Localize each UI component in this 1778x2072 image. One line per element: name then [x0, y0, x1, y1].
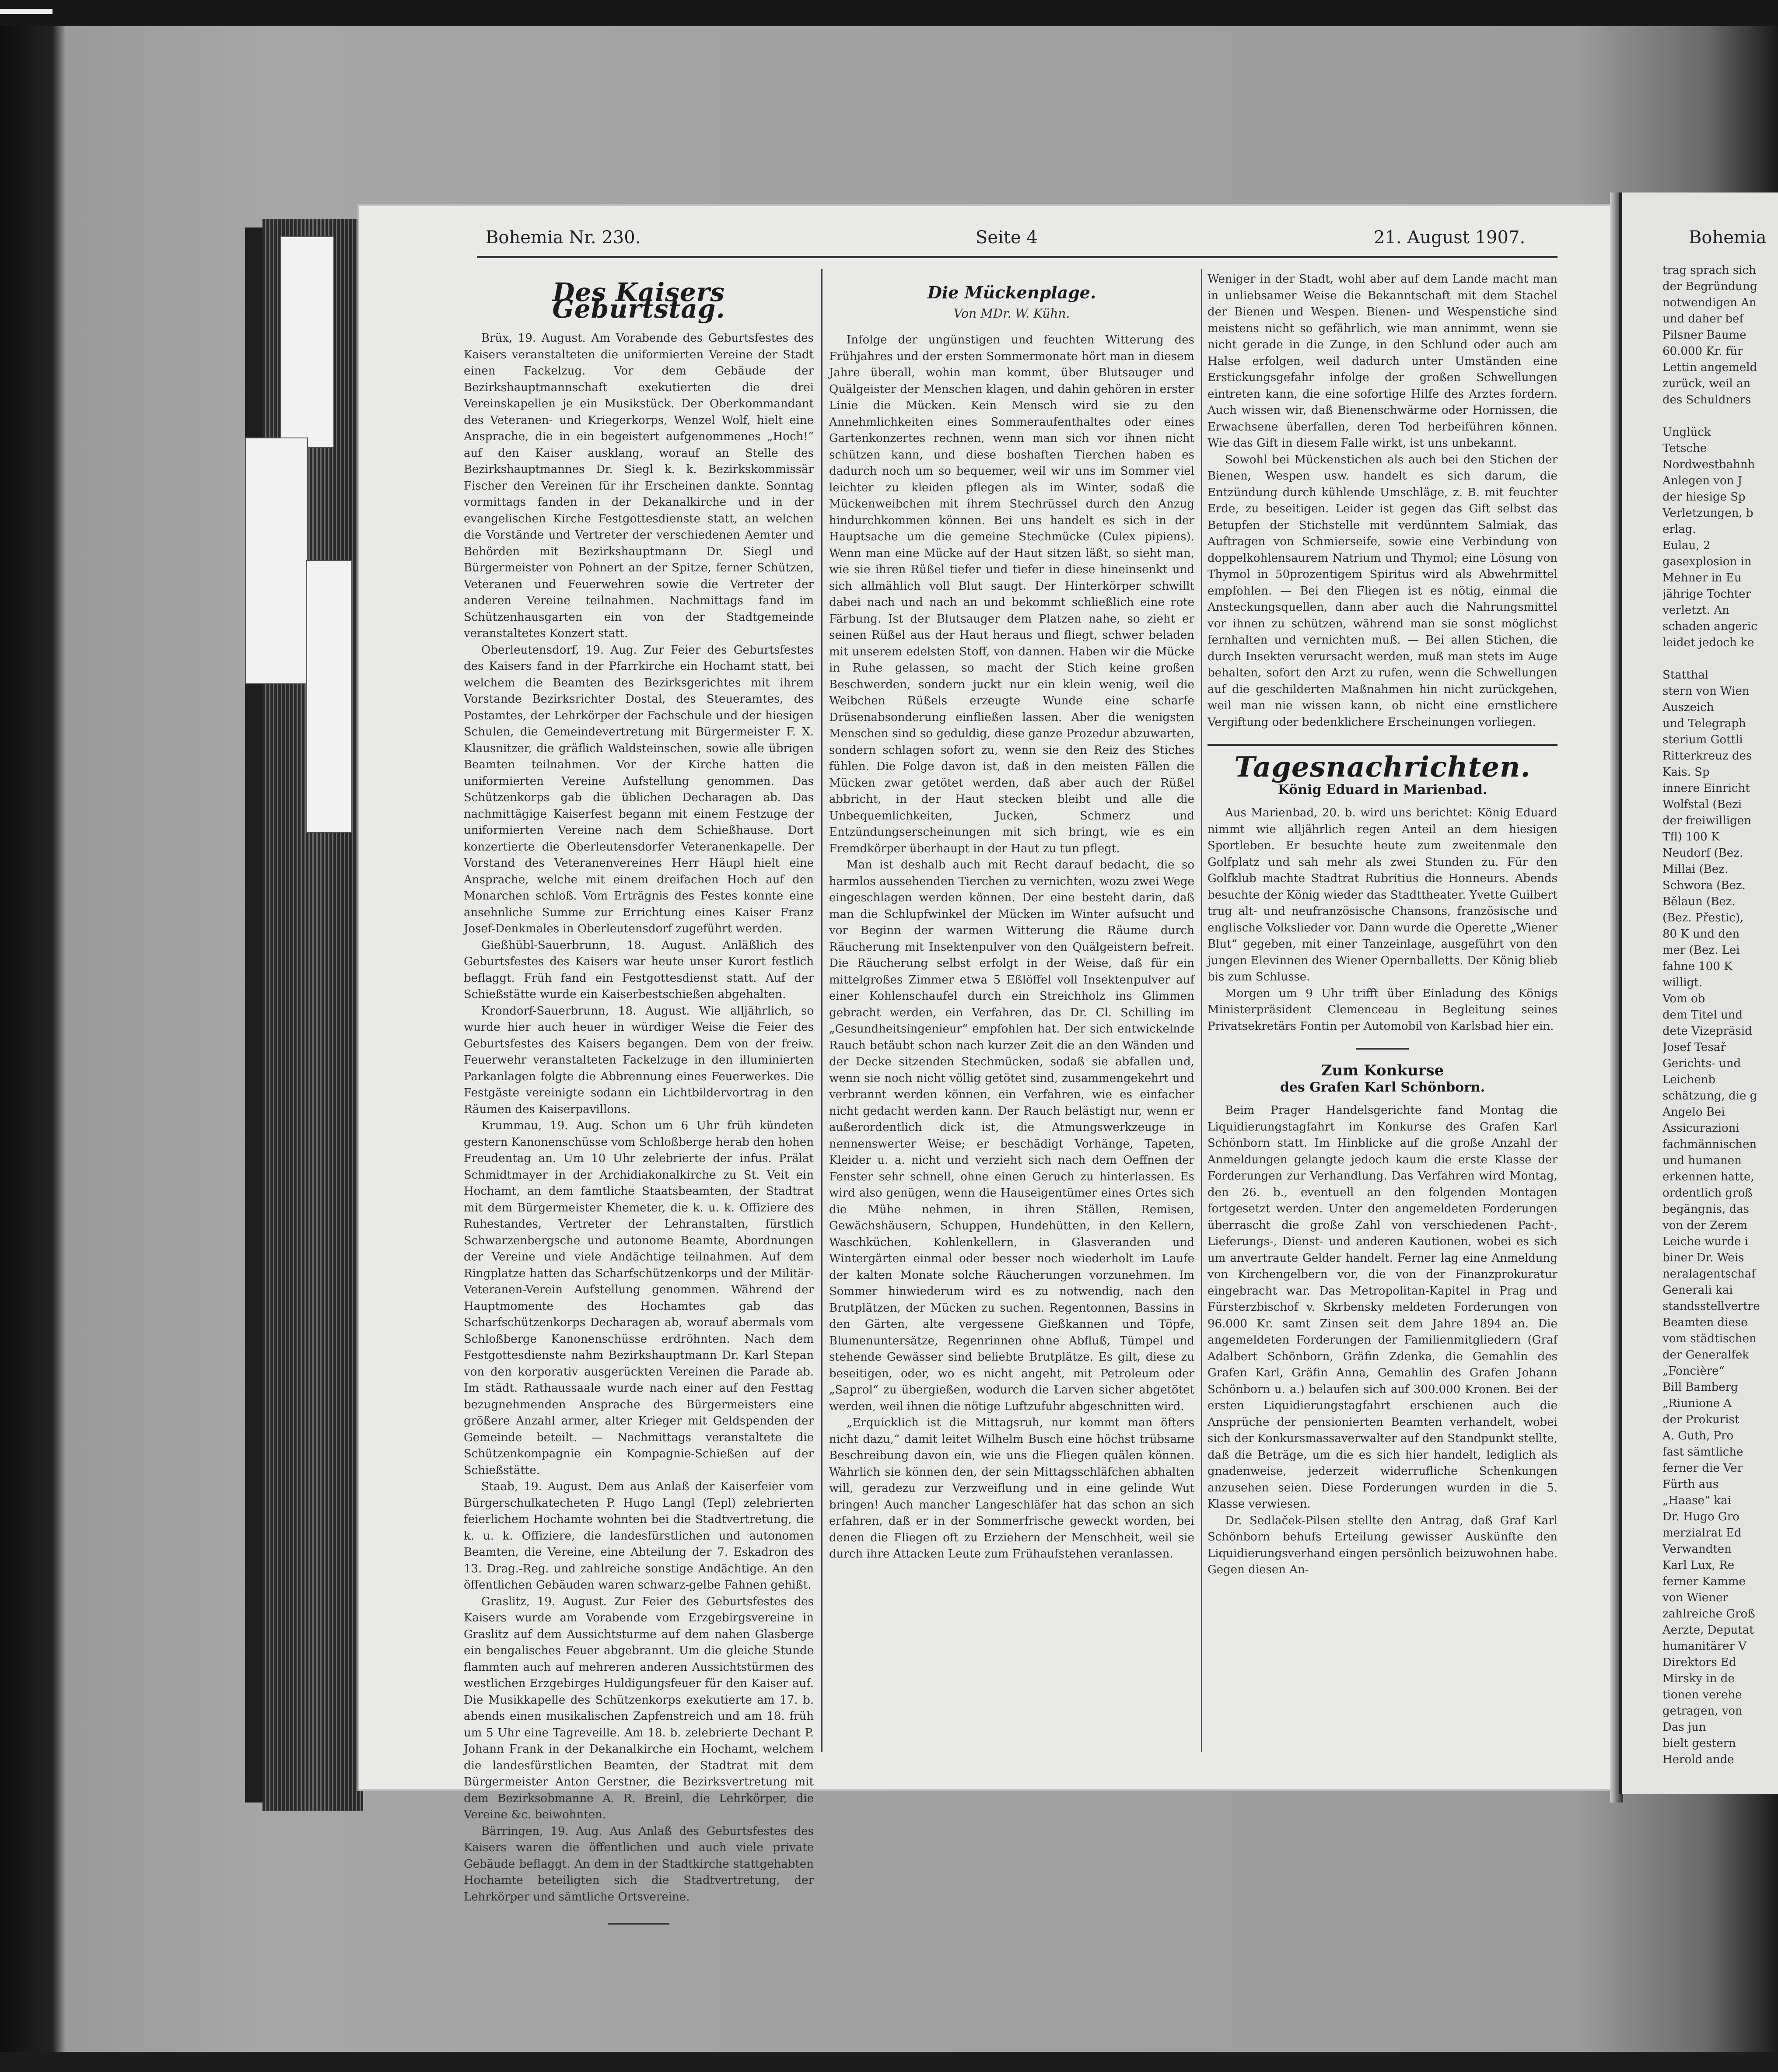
next-page-line: erkennen hatte,: [1662, 1170, 1754, 1183]
article-paragraph: Dr. Sedlaček-Pilsen stellte den Antrag, daß Graf Karl Schönborn behufs Erteilung gewisser Auskünfte den Liquidierungsverhand eingen persönlich beizuwohnen habe. Gegen diesen An-: [1208, 1514, 1558, 1576]
next-page-line: „Foncière“: [1662, 1365, 1725, 1378]
next-page-line: der Generalfek: [1662, 1348, 1750, 1362]
next-page-line: der freiwilligen: [1662, 814, 1751, 827]
next-page-line: der Prokurist: [1662, 1413, 1740, 1426]
next-page-line: [1662, 408, 1778, 424]
next-page-line: dem Titel und: [1662, 1008, 1743, 1022]
column-mueckenplage: [829, 284, 1194, 1563]
news-title: König Eduard in Marienbad.: [1278, 782, 1488, 798]
next-page-line: leidet jedoch ke: [1662, 636, 1754, 649]
next-page-line: merzialrat Ed: [1662, 1526, 1742, 1540]
next-page-line: mer (Bez. Lei: [1662, 944, 1740, 957]
next-page-line: und Telegraph: [1662, 717, 1746, 730]
next-page-line: humanitärer V: [1662, 1640, 1746, 1653]
next-page-line: Dr. Hugo Gro: [1662, 1510, 1740, 1523]
next-page-line: vom städtischen: [1662, 1332, 1757, 1345]
next-page-line: Direktors Ed: [1662, 1656, 1736, 1669]
next-page-line: Anlegen von J: [1662, 474, 1743, 487]
next-page-line: Bill Bamberg: [1662, 1381, 1738, 1394]
next-page-line: sterium Gottli: [1662, 733, 1743, 746]
article-paragraph: Staab, 19. August. Dem aus Anlaß der Kaiserfeier vom Bürgerschulkatecheten P. Hugo Langl (Tepl) zelebrierten feierlichem Hochamte wohnten bei die Stadtvertretung, die k. u. k. Offiziere, die landesfürstlichen und autonomen Beamten, die Vereine, eine Abteilung der 7. Eskadron des 13. Drag.-Reg. und zahlreiche sonstige Andächtige. An den öffentlichen Gebäuden waren schwarz-gelbe Fahnen gehißt.: [464, 1480, 814, 1592]
film-marker: [0, 9, 52, 14]
article-paragraph: „Erquicklich ist die Mittagsruh, nur kommt man öfters nicht dazu,“ damit leitet Wilhelm Busch eine höchst trübsame Beschreibung davon ein, wie uns die Fliegen quälen können. Wahrlich sie können den, der sein Mittagsschläfchen abhalten will, geradezu zur Verzweiflung und in eine gelinde Wut bringen! Auch mancher Langeschläfer hat das schon an sich erfahren, daß er in der Sommerfrische geweckt worden, bei denen die Fliegen oft zu Erziehern der Menschheit, weil sie durch ihre Attacken Leute zum Frühaufstehen veranlassen.: [829, 1416, 1194, 1561]
next-page-line: tionen verehe: [1662, 1688, 1742, 1701]
next-page-line: getragen, von: [1662, 1704, 1743, 1718]
next-page-line: verletzt. An: [1662, 604, 1729, 617]
next-page-line: Fürth aus: [1662, 1478, 1719, 1491]
next-page-line: 80 K und den: [1662, 928, 1740, 941]
next-page-line: willigt.: [1662, 976, 1702, 989]
next-page-line: Ritterkreuz des: [1662, 749, 1752, 763]
next-page-line: gasexplosion in: [1662, 555, 1752, 568]
article-paragraph: Weniger in der Stadt, wohl aber auf dem Lande macht man in unliebsamer Weise die Bekanntschaft mit dem Stachel der Bienen und Wespen. Bienen- und Wespenstiche sind meistens nicht so gefährlich, wie man annimmt, wenn sie nicht gerade in die Zunge, in den Schlund oder auch am Halse erfolgen, weil dadurch unter Umständen eine Erstickungsgefahr infolge der großen Schwellungen eintreten kann, die eine sofortige Hilfe des Arztes fordern. Auch wissen wir, daß Bienenschwärme oder Hornissen, die Erwachsene überfallen, deren Tod herbeiführen können. Wie das Gift in diesem Falle wirkt, ist uns unbekannt.: [1208, 273, 1558, 450]
next-page-line: dete Vizepräsid: [1662, 1025, 1752, 1038]
article-paragraph: Morgen um 9 Uhr trifft über Einladung des Königs Ministerpräsident Clemenceau in Begleitung seines Privatsekretärs Fontin per Automobil von Karlsbad hier ein.: [1208, 987, 1558, 1033]
separator: [1356, 1048, 1409, 1050]
end-rule: [608, 1923, 669, 1925]
film-border-bottom: [0, 2052, 1778, 2072]
header-paper-number: Bohemia Nr. 230.: [486, 228, 641, 248]
next-page-line: Eulau, 2: [1662, 539, 1711, 552]
bookmark-tab: [306, 560, 352, 833]
next-page-line: Beamten diese: [1662, 1316, 1748, 1329]
next-page-line: Schwora (Bez.: [1662, 879, 1746, 892]
next-page-line: Statthal: [1662, 668, 1709, 682]
next-page-line: ferner die Ver: [1662, 1462, 1743, 1475]
next-page-line: bielt gestern: [1662, 1737, 1736, 1750]
next-page-line: Unglück: [1662, 426, 1711, 439]
next-page-line: Das jun: [1662, 1721, 1706, 1734]
next-page-line: 60.000 Kr. für: [1662, 345, 1743, 358]
next-page-line: (Bez. Přestic),: [1662, 911, 1744, 924]
article-paragraph: Gießhübl-Sauerbrunn, 18. August. Anläßlich des Geburtsfestes des Kaisers war heute unser Kurort festlich beflaggt. Früh fand ein Festgottesdienst statt. Auf der Schießstätte wurde ein Kaiserbestschießen abgehalten.: [464, 938, 814, 1001]
next-page-line: zahlreiche Groß: [1662, 1607, 1755, 1620]
next-page-line: Millai (Bez.: [1662, 863, 1729, 876]
next-page-line: fast sämtliche: [1662, 1446, 1743, 1459]
next-page-line: biner Dr. Weis: [1662, 1251, 1744, 1264]
next-page-line: schätzung, die g: [1662, 1089, 1757, 1102]
next-page-text: [1662, 262, 1778, 1768]
next-page-line: A. Guth, Pro: [1662, 1429, 1734, 1442]
next-page-line: zurück, weil an: [1662, 377, 1751, 390]
next-page-line: Herold ande: [1662, 1753, 1734, 1766]
next-page-line: „Riunione A: [1662, 1397, 1732, 1410]
next-page-line: fachmännischen: [1662, 1138, 1757, 1151]
next-page-line: Gerichts- und: [1662, 1057, 1741, 1070]
next-page-line: der Begründung: [1662, 280, 1757, 293]
next-page-line: Mirsky in de: [1662, 1672, 1735, 1685]
next-page-line: trag sprach sich: [1662, 264, 1756, 277]
article-paragraph: Krondorf-Sauerbrunn, 18. August. Wie alljährlich, so wurde hier auch heuer in würdiger Weise die Feier des Geburtsfestes des Kaisers begangen. Dem von der freiw. Feuerwehr veranstalteten Fackelzuge in den illuminierten Parkanlagen folgte die Abbrennung eines Feuerwerkes. Die Festgäste vereinigte sodann ein Lichtbildervortrag in den Räumen des Kaiserpavillons.: [464, 1004, 814, 1116]
article-byline: Von MDr. W. Kühn.: [953, 306, 1070, 321]
next-page-line: Assicurazioni: [1662, 1122, 1740, 1135]
header-date: 21. August 1907.: [1374, 228, 1526, 248]
bookmark-tab: [280, 236, 334, 448]
news-subtitle: des Grafen Karl Schönborn.: [1280, 1079, 1485, 1095]
next-page-line: ordentlich groß: [1662, 1186, 1753, 1200]
news-title: Zum Konkurse: [1321, 1062, 1444, 1079]
next-page-line: erlag.: [1662, 523, 1696, 536]
article-paragraph: Infolge der ungünstigen und feuchten Witterung des Frühjahres und der ersten Sommermonate hört man in diesem Jahre überall, wohin man kommt, über Blutsauger und Quälgeister der Menschen klagen, und dahin gehören in erster Linie die Mücken. Kein Mensch wird sie zu den Annehmlichkeiten eines Sommeraufenthaltes oder eines Gartenkonzertes rechnen, wenn man sich vor ihnen nicht schützen kann, und diese boshaften Tierchen haben es dadurch noch um so bequemer, weil wir uns im Sommer viel leichter zu kleiden pflegen als im Winter, sodaß die Mückenweibchen mit ihrem Stechrüssel durch den Anzug hindurchkommen können. Bei uns handelt es sich in der Hauptsache um die gemeine Stechmücke (Culex pipiens). Wenn man eine Mücke auf der Haut sitzen läßt, so sieht man, wie sie ihren Rüßel tiefer und tiefer in diese hineinsenkt und sich allmählich voll Blut saugt. Der Hinterkörper schwillt dabei nach und nach an und bekommt schließlich eine rote Färbung. Ist der Blutsauger dem Platzen nahe, so zieht er seinen Rüßel aus der Haut heraus und fliegt, schwer beladen mit unserem edelsten Stoff, von dannen. Haben wir die Mücke in Ruhe gelassen, so macht der Stich keine großen Beschwerden, sondern juckt nur ein klein wenig, weil die Weibchen Rüßels erzeugte Wunde eine scharfe Drüsenabsonderung einfließen lassen. Aber die wenigsten Menschen sind so geduldig, diese ganze Prozedur abzuwarten, sondern schlagen sofort zu, wenn sie den Reiz des Stiches fühlen. Die Folge davon ist, daß in den meisten Fällen die Mücken zwar getötet werden, daß aber auch der Rüßel abbricht, in der Haut stecken bleibt und alle die Unbequemlichkeiten, Jucken, Schmerz und Entzündungserscheinungen mit sich bringt, wie es ein Fremdkörper überhaupt in der Haut zu tun pflegt.: [829, 333, 1194, 855]
column-rule: [821, 269, 822, 1752]
next-page-line: Bělaun (Bez.: [1662, 895, 1736, 908]
next-page-line: Leichenb: [1662, 1073, 1716, 1086]
next-page-line: Verletzungen, b: [1662, 507, 1754, 520]
article-paragraph: Krummau, 19. Aug. Schon um 6 Uhr früh kündeten gestern Kanonenschüsse vom Schloßberge herab den hohen Freudentag an. Um 10 Uhr zelebrierte der infus. Prälat Schmidtmayer in der Archidiakonalkirche zu St. Veit ein Hochamt, an dem famtliche Staatsbeamten, der Stadtrat mit dem Bürgermeister Khemeter, die k. u. k. Offiziere des Ruhestandes, Vertreter der Lehranstalten, fürstlich Schwarzenbergsche und autonome Beamte, Abordnungen der Vereine und viele Andächtige teilnahmen. Auf dem Ringplatze hatten das Scharfschützenkorps und der Militär-Veteranen-Verein Aufstellung genommen. Während der Hauptmomente des Hochamtes gab das Scharfschützenkorps Decharagen ab, worauf abermals vom Schloßberge Kanonenschüsse erdröhnten. Nach dem Festgottesdienste nahm Bezirkshauptmann Dr. Karl Stepan von den korporativ ausgerückten Vereinen die Parade ab. Im städt. Rathaussaale wurde nach einer auf den Festtag bezugnehmenden Ansprache des Bürgermeisters eine größere Anzahl armer, alter Krieger mit Geldspenden der Gemeinde beteilt. — Nachmittags veranstaltete die Schützenkompagnie ein Kompagnie-Schießen auf der Schießstätte.: [464, 1119, 814, 1477]
section-rule: [1208, 744, 1558, 746]
article-title: Die Mückenplage.: [927, 283, 1096, 302]
column-tagesnachrichten: [1208, 271, 1558, 1578]
next-page-line: neralagentschaf: [1662, 1267, 1756, 1281]
next-page-line: begängnis, das: [1662, 1203, 1749, 1216]
next-page-line: Mehner in Eu: [1662, 571, 1742, 584]
article-paragraph: Man ist deshalb auch mit Recht darauf bedacht, die so harmlos aussehenden Tierchen zu vernichten, wozu zwei Wege eingeschlagen werden können. Der eine besteht darin, daß man die Schlupfwinkel der Mücken im Winter aufsucht und vor Beginn der warmen Witterung die Räume durch Räucherung mit Insektenpulver von den Quälgeistern befreit. Die Räucherung selbst erfolgt in der Weise, daß für ein mittelgroßes Zimmer etwa 5 Eßlöffel voll Insektenpulver auf einer Kohlenschaufel durch ein Streichholz ins Glimmen gebracht werden, ein Verfahren, das Dr. Cl. Schilling im „Gesundheitsingenieur“ empfohlen hat. Der sich entwickelnde Rauch betäubt schon nach kurzer Zeit die an den Wänden und der Decke sitzenden Stechmücken, sodaß sie abfallen und, wenn sie noch nicht völlig getötet sind, zusammengekehrt und verbrannt werden können, ein Verfahren, wie es einfacher nicht gedacht werden kann. Der Rauch belästigt nur, wenn er außerordentlich dick ist, die Atmungswerkzeuge in nennenswerter Weise; er beschädigt Vorhänge, Tapeten, Kleider u. a. nicht und verzieht sich nach dem Oeffnen der Fenster sehr schnell, ohne einen Geruch zu hinterlassen. Es wird also genügen, wenn die Hauseigentümer eines Ortes sich die Mühe nehmen, in ihren Ställen, Remisen, Gewächshäusern, Schuppen, Hundehütten, in den Kellern, Waschküchen, Kohlenkellern, in Glasveranden und Wintergärten einmal oder besser noch wiederholt im Laufe der kalten Monate solche Räucherungen vorzunehmen. Im Sommer hinwiederum wird es zu notwendig, nach den Brutplätzen, der Mücken zu suchen. Regentonnen, Bassins in den Gärten, alte vergessene Gießkannen und Töpfe, Blumenuntersätze, Regenrinnen ohne Abfluß, Tümpel und stehende Gewässer sind beliebte Brutplätze. Es gilt, diese zu beseitigen, oder, wo es nicht angeht, mit Petroleum oder „Saprol“ zu übergießen, wodurch die Larven sicher abgetötet werden, weil ihnen die nötige Luftzufuhr abgeschnitten wird.: [829, 858, 1194, 1413]
next-page-line: und daher bef: [1662, 312, 1744, 326]
next-page-line: innere Einricht: [1662, 782, 1750, 795]
next-page-line: Kais. Sp: [1662, 766, 1710, 779]
next-page-line: standsstellvertre: [1662, 1300, 1760, 1313]
next-page-line: von Wiener: [1662, 1591, 1728, 1604]
next-page-line: der hiesige Sp: [1662, 490, 1746, 504]
next-page-line: schaden angeric: [1662, 620, 1757, 633]
next-page-line: Pilsner Baume: [1662, 329, 1746, 342]
article-paragraph: Aus Marienbad, 20. b. wird uns berichtet: König Eduard nimmt wie alljährlich regen Anteil an dem hiesigen Sportleben. Er besuchte heute zum zweitenmale den Golfplatz und sah mehr als zwei Stunden zu. Für den Golfklub machte Stadtrat Rubritius die Honneurs. Abends besuchte der König wieder das Stadttheater. Yvette Guilbert trug alt- und neufranzösische Chansons, französische und englische Volkslieder vor. Dann wurde die Operette „Wiener Blut“ gegeben, mit einer Tanzeinlage, ausgeführt von den jungen Elevinnen des Wiener Opernballetts. Der König blieb bis zum Schlusse.: [1208, 806, 1558, 984]
article-paragraph: Oberleutensdorf, 19. Aug. Zur Feier des Geburtsfestes des Kaisers fand in der Pfarrkirche ein Hochamt statt, bei welchem die Beamten des Bezirksgerichtes mit ihrem Vorstande Bezirksrichter Dostal, des Steueramtes, des Postamtes, der Lehrkörper der Fachschule und der hiesigen Schulen, die Gemeindevertretung mit Bürgermeister F. X. Klausnitzer, die gräflich Waldsteinschen, sowie alle übrigen Beamten teilnahmen. Vor der Kirche hatten die uniformierten Vereine Aufstellung genommen. Das Schützenkorps gab die üblichen Decharagen ab. Das nachmittägige Kaiserfest begann mit einem Festzuge der uniformierten Vereine nach dem Schießhause. Dort konzertierte die Oberleutensdorfer Veteranenkapelle. Der Vorstand des Veteranenvereines Herr Häupl hielt eine Ansprache, welche mit einem dreifachen Hoch auf den Monarchen schloß. Vom Erträgnis des Festes konnte eine ansehnliche Summe zur Errichtung eines Kaiser Franz Josef-Denkmales in Oberleutensdorf zugeführt werden.: [464, 643, 814, 935]
next-page-line: Leiche wurde i: [1662, 1235, 1748, 1248]
next-page-line: Neudorf (Bez.: [1662, 847, 1743, 860]
article-title: Des Kaisers Geburtstag.: [552, 277, 725, 324]
next-page-line: Verwandten: [1662, 1543, 1732, 1556]
article-paragraph: Bärringen, 19. Aug. Aus Anlaß des Geburtsfestes des Kaisers waren die öffentlichen und auch viele private Gebäude beflaggt. An dem in der Stadtkirche stattgehabten Hochamte beteiligten sich die Stadtvertretung, der Lehrkörper und sämtliche Ortsvereine.: [464, 1824, 814, 1904]
next-page-line: jährige Tochter: [1662, 588, 1751, 601]
next-page-line: Tfl) 100 K: [1662, 830, 1720, 844]
next-page-line: Karl Lux, Re: [1662, 1559, 1735, 1572]
header-page-number: Seite 4: [976, 228, 1038, 248]
next-page-line: Generali kai: [1662, 1284, 1733, 1297]
article-paragraph: Beim Prager Handelsgerichte fand Montag die Liquidierungstagfahrt im Konkurse des Grafen Karl Schönborn statt. Im Hinblicke auf die große Anzahl der Anmeldungen gelangte jedoch kaum die erste Klasse der Forderungen zur Verhandlung. Das Verfahren wird Montag, den 26. b., eventuell an den folgenden Montagen fortgesetzt werden. Unter den angemeldeten Forderungen überrascht die große Zahl von verschiedenen Pacht-, Lieferungs-, Dienst- und anderen Kautionen, wobei es sich um anvertraute Gelder handelt. Ferner lag eine Anmeldung von Kirchengelbern vor, die von der Finanzprokuratur eingebracht war. Das Metropolitan-Kapitel in Prag und Fürsterzbischof v. Skrbensky meldeten Forderungen von 96.000 Kr. samt Zinsen seit dem Jahre 1894 an. Die angemeldeten Forderungen der Familienmitgliedern (Graf Adalbert Schönborn, Gräfin Zdenka, die Gemahlin des Grafen Karl, Gräfin Anna, Gemahlin des Grafen Johann Schönborn u. a.) belaufen sich auf 300.000 Kronen. Bei der ersten Liquidierungstagfahrt erschienen auch die Ansprüche der pensionierten Beamten verhandelt, wobei sich der Konkursmassaverwalter auf den Standpunkt stellte, daß die Beträge, um die es sich hier handelt, lediglich als gnadenweise, jederzeit widerrufliche Schenkungen anzusehen seien. Diese Forderungen wurden in die 5. Klasse verwiesen.: [1208, 1104, 1558, 1511]
article-paragraph: Sowohl bei Mückenstichen als auch bei den Stichen der Bienen, Wespen usw. handelt es sich darum, die Entzündung durch kühlende Umschläge, z. B. mit feuchter Erde, zu beseitigen. Leider ist gegen das Gift selbst das Betupfen der Stichstelle mit verdünntem Salmiak, das Auftragen von Schmierseife, sowie eine Verbindung von doppelkohlensaurem Natrium und Thymol; eine Lösung von Thymol in 50prozentigem Spiritus wird als Abwehrmittel empfohlen. — Bei den Fliegen ist es nötig, einmal die Ansteckungsquellen, dann aber auch die Nahrungsmittel vor ihnen zu schützen, während man sie sonst möglichst fernhalten und vernichten muß. — Bei allen Stichen, die durch Insekten verursacht werden, muß man stets im Auge behalten, sofort den Arzt zu rufen, wenn die Schwellungen auf die geschilderten Maßnahmen hin nicht zurückgehen, weil man nie wissen kann, ob nicht eine ernstlichere Vergiftung oder bedenklichere Erscheinungen vorliegen.: [1208, 453, 1558, 729]
article-paragraph: Graslitz, 19. August. Zur Feier des Geburtsfestes des Kaisers wurde am Vorabende vom Erzgebirgsvereine in Graslitz auf dem Aussichtsturme auf dem nahen Glasberge ein bengalisches Feuer abgebrannt. Um die gleiche Stunde flammten auch auf mehreren anderen Aussichtstürmen des westlichen Erzgebirges Huldigungsfeuer für den Kaiser auf. Die Musikkapelle des Schützenkorps exekutierte am 17. b. abends einen musikalischen Zapfenstreich und am 18. früh um 5 Uhr eine Tagreveille. Am 18. b. zelebrierte Dechant P. Johann Frank in der Dekanalkirche ein Hochamt, welchem die landesfürstlichen Beamten, der Stadtrat mit dem Bürgermeister Anton Gerstner, die Bezirksvertretung mit dem Bezirksobmanne A. R. Breinl, die Lehrkörper, die Vereine &c. beiwohnten.: [464, 1595, 814, 1821]
next-page-line: fahne 100 K: [1662, 960, 1732, 973]
column-kaisers-geburtstag: [464, 277, 814, 1925]
next-page-line: Josef Tesař: [1662, 1041, 1726, 1054]
column-rule: [1201, 269, 1202, 1752]
next-page-line: von der Zerem: [1662, 1219, 1747, 1232]
next-page-line: Nordwestbahnh: [1662, 458, 1755, 471]
next-page-line: [1662, 651, 1778, 667]
next-page-line: Angelo Bei: [1662, 1106, 1725, 1119]
film-border-top: [0, 0, 1778, 26]
article-paragraph: Brüx, 19. August. Am Vorabende des Geburtsfestes des Kaisers veranstalteten die uniformierten Vereine der Stadt einen Fackelzug. Vor dem Gebäude der Bezirkshauptmannschaft exekutierten die drei Vereinskapellen je ein Musikstück. Der Oberkommandant des Veteranen- und Kriegerkorps, Wenzel Wolf, hielt eine Ansprache, die in ein begeistert aufgenommenes „Hoch!“ auf den Kaiser ausklang, worauf an Stelle des Bezirkshauptmannes Dr. Siegl k. k. Bezirkskommissär Fischer den Vereinen für ihr Erscheinen dankte. Sonntag vormittags fanden in der Dekanalkirche und in der evangelischen Kirche Festgottesdienste statt, an welchen die Vorstände und Vertreter der verschiedenen Aemter und Behörden mit Bezirkshauptmann Dr. Siegl und Bürgermeister von Pohnert an der Spitze, ferner Schützen, Veteranen und Feuerwehren sowie die Vertreter der anderen Vereine teilnahmen. Nachmittags fand im Schützenhausgarten ein von der Stadtgemeinde veranstaltetes Konzert statt.: [464, 332, 814, 640]
next-page-line: und humanen: [1662, 1154, 1742, 1167]
next-page-line: Auszeich: [1662, 701, 1714, 714]
next-page-line: Aerzte, Deputat: [1662, 1624, 1754, 1637]
bookmark-tab: [245, 438, 308, 684]
next-page-line: ferner Kamme: [1662, 1575, 1746, 1588]
next-page-line: Wolfstal (Bezi: [1662, 798, 1742, 811]
next-page-line: notwendigen An: [1662, 296, 1757, 309]
next-page-line: Vom ob: [1662, 992, 1705, 1005]
next-page-line: des Schuldners: [1662, 393, 1751, 406]
next-page-line: Tetsche: [1662, 442, 1707, 455]
next-page-header: Bohemia: [1689, 228, 1767, 248]
section-title: Tagesnachrichten.: [1234, 751, 1531, 784]
next-page-line: „Haase“ kai: [1662, 1494, 1732, 1507]
next-page-line: Lettin angemeld: [1662, 361, 1757, 374]
next-page-line: stern von Wien: [1662, 685, 1750, 698]
header-rule: [477, 256, 1558, 258]
